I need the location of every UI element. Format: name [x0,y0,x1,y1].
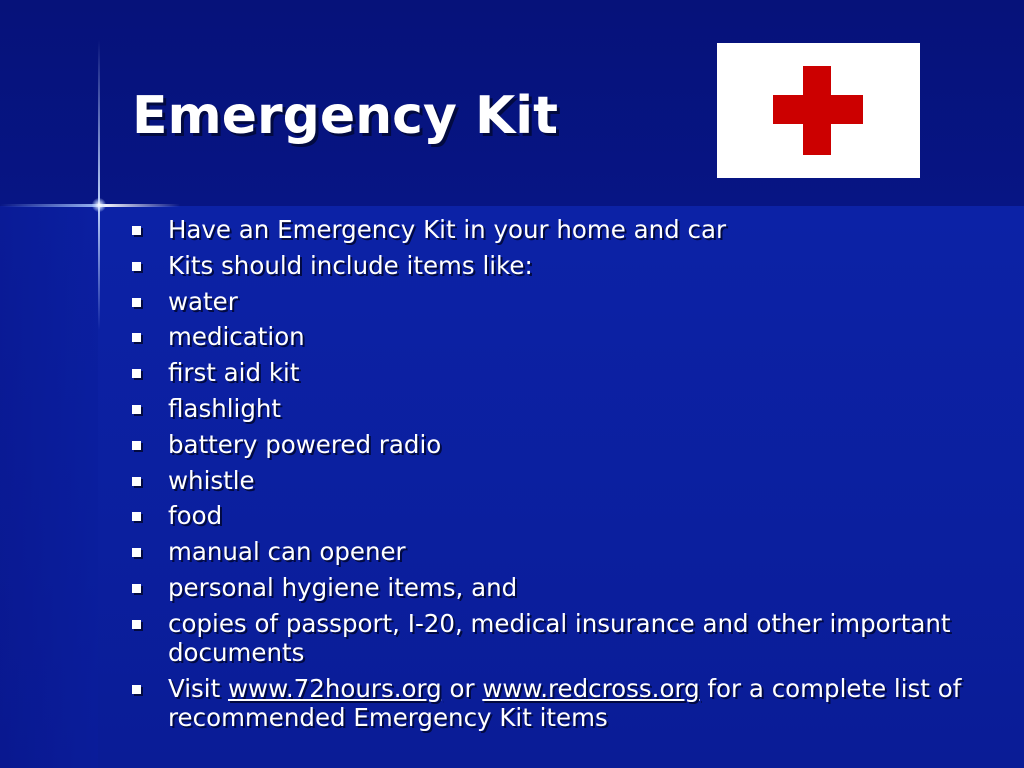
bullet-text: first aid kit [168,358,300,388]
bullet-text: personal hygiene items, and [168,572,518,602]
list-item [128,609,988,667]
slide-title: Emergency Kit [132,86,558,146]
bullet-square-icon [132,441,141,450]
list-item [128,430,988,459]
bullet-text: copies of passport, I-20, medical insurance and other important documents [168,608,951,667]
bullet-square-icon [132,620,141,629]
list-item [128,501,988,530]
bullet-square-icon [132,333,141,342]
glint-horizontal [0,204,180,207]
bullet-square-icon [132,548,141,557]
bullet-square-icon [132,477,141,486]
list-item [128,251,988,280]
glint-vertical [98,40,100,330]
list-item [128,573,988,602]
list-item [128,358,988,387]
bullet-square-icon [132,584,141,593]
visit-suffix: for a complete list of recommended Emergency Kit items [168,673,962,732]
bullet-square-icon [132,298,141,307]
bullet-square-icon [132,512,141,521]
bullet-list [128,215,988,738]
list-item [128,674,988,732]
bullet-text: water [168,286,238,316]
list-item [128,215,988,244]
list-item [128,537,988,566]
visit-prefix: Visit [168,673,228,703]
list-item [128,466,988,495]
bullet-text: Kits should include items like: [168,250,533,280]
visit-middle: or [441,673,483,703]
red-cross-icon [717,43,920,178]
bullet-text: manual can opener [168,537,406,567]
bullet-text: battery powered radio [168,429,442,459]
red-cross-logo [717,43,920,178]
bullet-square-icon [132,262,141,271]
bullet-square-icon [132,226,141,235]
left-margin-shade [0,206,98,768]
bullet-text: flashlight [168,393,282,423]
bullet-square-icon [132,405,141,414]
bullet-text: Have an Emergency Kit in your home and car [168,215,727,244]
link-redcross[interactable]: www.redcross.org [482,673,700,703]
link-72hours[interactable]: www.72hours.org [228,673,442,703]
list-item [128,287,988,316]
bullet-text: medication [168,322,305,352]
bullet-text: whistle [168,465,255,495]
glint-star [92,198,106,212]
bullet-square-icon [132,369,141,378]
bullet-text: food [168,501,223,531]
bullet-square-icon [132,685,141,694]
list-item [128,322,988,351]
list-item [128,394,988,423]
